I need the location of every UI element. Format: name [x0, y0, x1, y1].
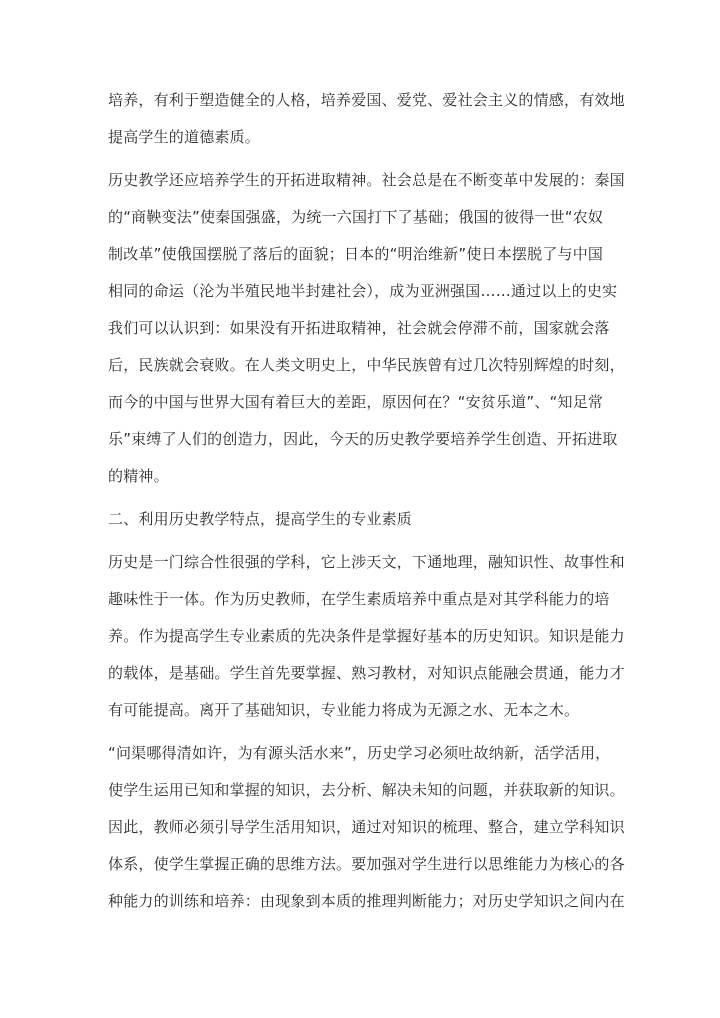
paragraph — [108, 82, 625, 156]
document-body — [108, 82, 625, 926]
text-line: 历史是一门综合性很强的学科，它上涉天文，下通地理，融知识性、故事性和 — [108, 553, 625, 571]
text-line: 使学生运用已知和掌握的知识，去分析、解决未知的问题，并获取新的知识。 — [108, 781, 625, 799]
text-line: “问渠哪得清如许，为有源头活水来”，历史学习必须吐故纳新，活学活用， — [108, 744, 611, 762]
paragraph — [108, 735, 625, 920]
text-line: 后，民族就会衰败。在人类文明史上，中华民族曾有过几次特别辉煌的时刻， — [108, 356, 625, 374]
text-line: 制改革”使俄国摆脱了落后的面貌；日本的“明治维新”使日本摆脱了与中国 — [108, 245, 604, 263]
text-line: 的精神。 — [108, 467, 169, 485]
paragraph — [108, 162, 625, 495]
section-heading — [108, 501, 604, 538]
text-line: 的载体，是基础。学生首先要掌握、熟习教材，对知识点能融会贯通，能力才 — [108, 664, 625, 682]
text-line: 养。作为提高学生专业素质的先决条件是掌握好基本的历史知识。知识是能力 — [108, 627, 625, 645]
text-line: 趣味性于一体。作为历史教师，在学生素质培养中重点是对其学科能力的培 — [108, 590, 610, 608]
text-line: 体系，使学生掌握正确的思维方法。要加强对学生进行以思维能力为核心的各 — [108, 855, 625, 873]
paragraph — [108, 544, 625, 729]
text-line: 相同的命运（沦为半殖民地半封建社会），成为亚洲强国……通过以上的史实 — [108, 282, 618, 300]
text-line: 种能力的训练和培养：由现象到本质的推理判断能力；对历史学知识之间内在 — [108, 892, 625, 910]
text-line: 因此，教师必须引导学生活用知识，通过对知识的梳理、整合，建立学科知识 — [108, 818, 625, 836]
text-line: 的“商鞅变法”使秦国强盛，为统一六国打下了基础；俄国的彼得一世“农奴 — [108, 208, 604, 226]
text-line: 有可能提高。离开了基础知识，专业能力将成为无源之水、无本之木。 — [108, 701, 580, 719]
text-line: 二、利用历史教学特点，提高学生的专业素质 — [108, 510, 413, 528]
text-line: 而今的中国与世界大国有着巨大的差距，原因何在？“安贫乐道”、“知足常 — [108, 393, 604, 411]
text-line: 培养，有利于塑造健全的人格，培养爱国、爱党、爱社会主义的情感，有效地 — [108, 91, 625, 109]
text-line: 乐”束缚了人们的创造力，因此，今天的历史教学要培养学生创造、开拓进取 — [108, 430, 618, 448]
text-line: 我们可以认识到：如果没有开拓进取精神，社会就会停滞不前，国家就会落 — [108, 319, 610, 337]
text-line: 提高学生的道德素质。 — [108, 128, 261, 146]
text-line: 历史教学还应培养学生的开拓进取精神。社会总是在不断变革中发展的：秦国 — [108, 171, 625, 189]
